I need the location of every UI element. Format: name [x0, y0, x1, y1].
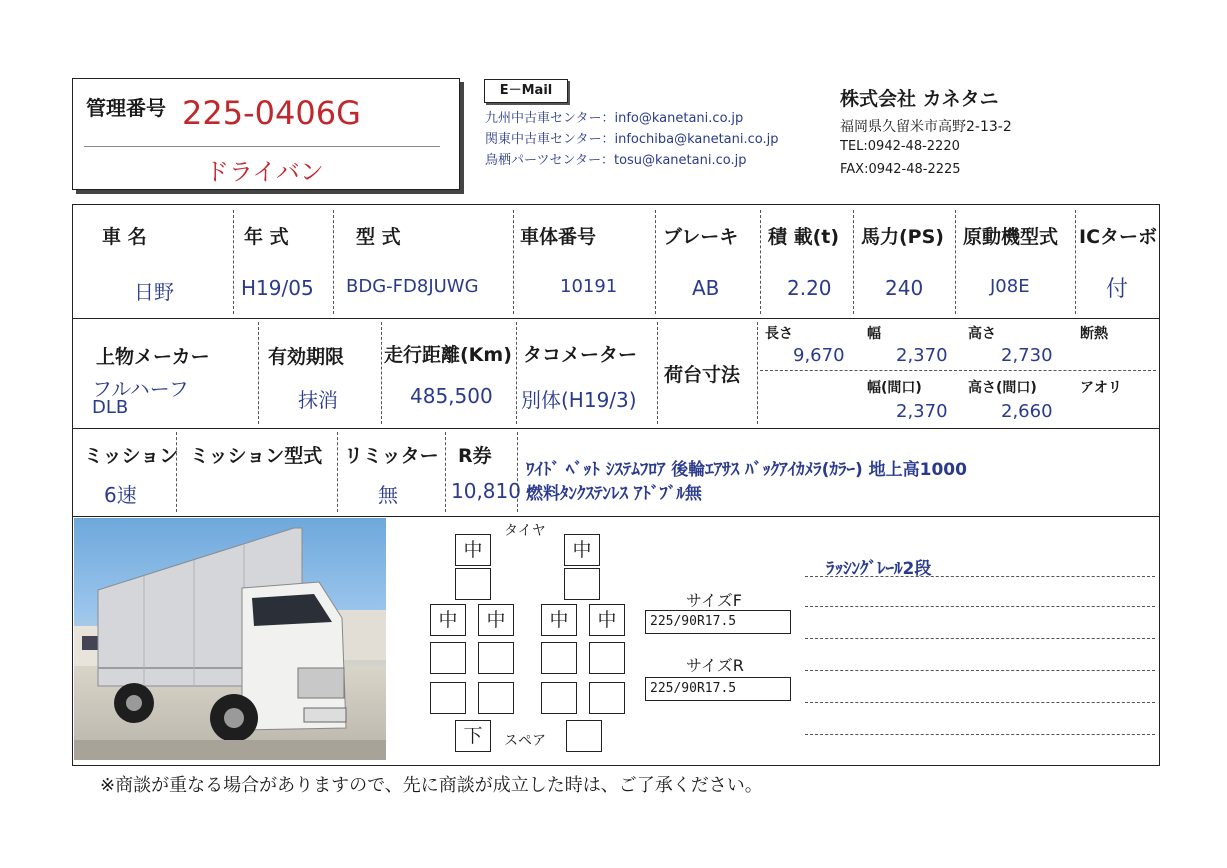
notes-line-1: ﾜｲﾄﾞ ﾍﾞｯﾄ ｼｽﾃﾑﾌﾛｱ 後輪ｴｱｻｽ ﾊﾞｯｸｱｲｶﾒﾗ(ｶﾗｰ) 地上高1000 [526, 460, 967, 480]
chassis-header: 車体番号 [520, 226, 597, 248]
engine-value: J08E [990, 276, 1030, 297]
load-value: 2.20 [787, 276, 832, 300]
col-sep [955, 210, 956, 314]
remarks-rule [805, 670, 1155, 671]
tire-rear-8 [589, 642, 625, 674]
email-link[interactable]: infochiba@kanetani.co.jp [614, 132, 779, 147]
tire-rear-12 [589, 682, 625, 714]
expiry-header: 有効期限 [268, 346, 345, 368]
col-sep [513, 210, 514, 314]
management-divider [84, 146, 440, 147]
email-link[interactable]: tosu@kanetani.co.jp [613, 153, 747, 168]
body-maker-model: DLB [92, 397, 129, 418]
remarks-rule [805, 734, 1155, 735]
col-sep [1075, 210, 1076, 314]
mission-header: ミッション [84, 445, 179, 467]
row-divider-3 [72, 516, 1160, 517]
email-row: 九州中古車センター：info@kanetani.co.jp [485, 111, 744, 126]
height-open-value: 2,660 [1001, 401, 1053, 422]
tire-title: タイヤ [504, 523, 546, 539]
model-value: BDG-FD8JUWG [346, 276, 479, 297]
insulation-label: 断熱 [1080, 326, 1108, 342]
height-open-label: 高さ(間口) [968, 380, 1037, 396]
tire-front-left-inner [455, 568, 491, 600]
size-f-value: 225/90R17.5 [645, 610, 791, 634]
col-sep [516, 322, 517, 424]
col-sep [657, 322, 658, 424]
col-sep [760, 210, 761, 314]
spare-label: スペア [504, 733, 546, 749]
company-tel: TEL:0942-48-2220 [840, 139, 960, 154]
vehicle-photo [74, 518, 386, 760]
tire-rear-6 [478, 642, 514, 674]
maker-value: 日野 [134, 280, 174, 304]
load-header: 積 載(t) [768, 226, 840, 248]
mileage-value: 485,500 [410, 384, 493, 408]
size-r-label: サイズR [686, 656, 744, 675]
email-row: 鳥栖パーツセンター：tosu@kanetani.co.jp [485, 153, 747, 168]
management-number: 225-0406G [182, 94, 361, 132]
col-sep [757, 322, 758, 424]
height-value: 2,730 [1001, 345, 1053, 366]
maker-header: 車 名 [102, 226, 147, 248]
tire-spare: 下 [455, 720, 491, 752]
tire-rear-4: 中 [589, 604, 625, 636]
tire-rear-9 [430, 682, 466, 714]
r-header: R券 [458, 445, 492, 467]
mileage-header: 走行距離(Km) [384, 344, 512, 366]
brake-header: ブレーキ [663, 226, 739, 248]
length-value: 9,670 [793, 345, 845, 366]
col-sep [258, 322, 259, 424]
footer-note: ※商談が重なる場合がありますので、先に商談が成立した時は、ご了承ください。 [100, 775, 763, 796]
email-label: E－Mail [499, 83, 553, 98]
col-sep [853, 210, 854, 314]
col-sep [333, 210, 334, 314]
company-name: 株式会社 カネタニ [840, 88, 999, 110]
tire-rear-5 [430, 642, 466, 674]
hp-value: 240 [885, 276, 924, 300]
email-label-box [484, 79, 568, 103]
gate-label: アオリ [1080, 380, 1122, 396]
tire-front-right-inner [564, 568, 600, 600]
tire-rear-7 [541, 642, 577, 674]
expiry-value: 抹消 [298, 388, 338, 412]
size-r-value: 225/90R17.5 [645, 677, 791, 701]
tire-rear-2: 中 [478, 604, 514, 636]
tacho-value: 別体(H19/3) [521, 388, 637, 412]
length-label: 長さ [765, 326, 793, 342]
col-sep [445, 432, 446, 512]
email-link[interactable]: info@kanetani.co.jp [614, 111, 744, 126]
email-row: 関東中古車センター：infochiba@kanetani.co.jp [485, 132, 779, 147]
company-fax: FAX:0942-48-2225 [840, 162, 961, 177]
notes-line-2: 燃料ﾀﾝｸｽﾃﾝﾚｽ ｱﾄﾞﾌﾞﾙ無 [526, 484, 702, 504]
tire-rear-10 [478, 682, 514, 714]
tire-front-left: 中 [455, 534, 491, 566]
dims-sep [760, 370, 1156, 371]
engine-header: 原動機型式 [963, 226, 1059, 248]
ic-header: ICターボ [1079, 226, 1158, 248]
width-value: 2,370 [896, 345, 948, 366]
remarks-rule [805, 702, 1155, 703]
tire-front-right: 中 [564, 534, 600, 566]
remarks-rule [805, 638, 1155, 639]
width-open-value: 2,370 [896, 401, 948, 422]
tire-spare-2 [566, 720, 602, 752]
company-address: 福岡県久留米市高野2-13-2 [840, 119, 1012, 135]
width-label: 幅 [867, 326, 881, 342]
chassis-value: 10191 [560, 276, 618, 297]
email-list [485, 108, 779, 171]
management-label: 管理番号 [86, 96, 166, 120]
row-divider-1 [72, 318, 1160, 319]
dims-header: 荷台寸法 [664, 364, 741, 386]
hp-header: 馬力(PS) [861, 226, 944, 248]
col-sep [233, 210, 234, 314]
year-value: H19/05 [241, 276, 314, 300]
truck-illustration [74, 518, 386, 760]
mission-type-header: ミッション型式 [190, 445, 323, 467]
tire-rear-3: 中 [541, 604, 577, 636]
brake-value: AB [692, 276, 720, 300]
mission-value: 6速 [104, 483, 137, 507]
col-sep [381, 322, 382, 424]
body-type: ドライバン [205, 158, 324, 186]
size-f-label: サイズF [686, 591, 742, 610]
r-value: 10,810 [451, 479, 521, 503]
tacho-header: タコメーター [523, 344, 638, 366]
remarks-line-1: ﾗｯｼﾝｸﾞﾚｰﾙ2段 [826, 559, 932, 579]
remarks-rule [805, 576, 1155, 577]
limiter-value: 無 [378, 483, 398, 507]
tire-rear-1: 中 [430, 604, 466, 636]
row-divider-2 [72, 428, 1160, 429]
width-open-label: 幅(間口) [867, 380, 922, 396]
tire-rear-11 [541, 682, 577, 714]
body-maker-value: フルハーフ [92, 377, 189, 401]
col-sep [655, 210, 656, 314]
col-sep [337, 432, 338, 512]
body-maker-header: 上物メーカー [96, 346, 210, 368]
model-header: 型 式 [356, 226, 401, 248]
height-label: 高さ [968, 326, 996, 342]
limiter-header: リミッター [344, 445, 439, 467]
remarks-rule [805, 606, 1155, 607]
year-header: 年 式 [244, 226, 289, 248]
ic-value: 付 [1106, 277, 1129, 302]
